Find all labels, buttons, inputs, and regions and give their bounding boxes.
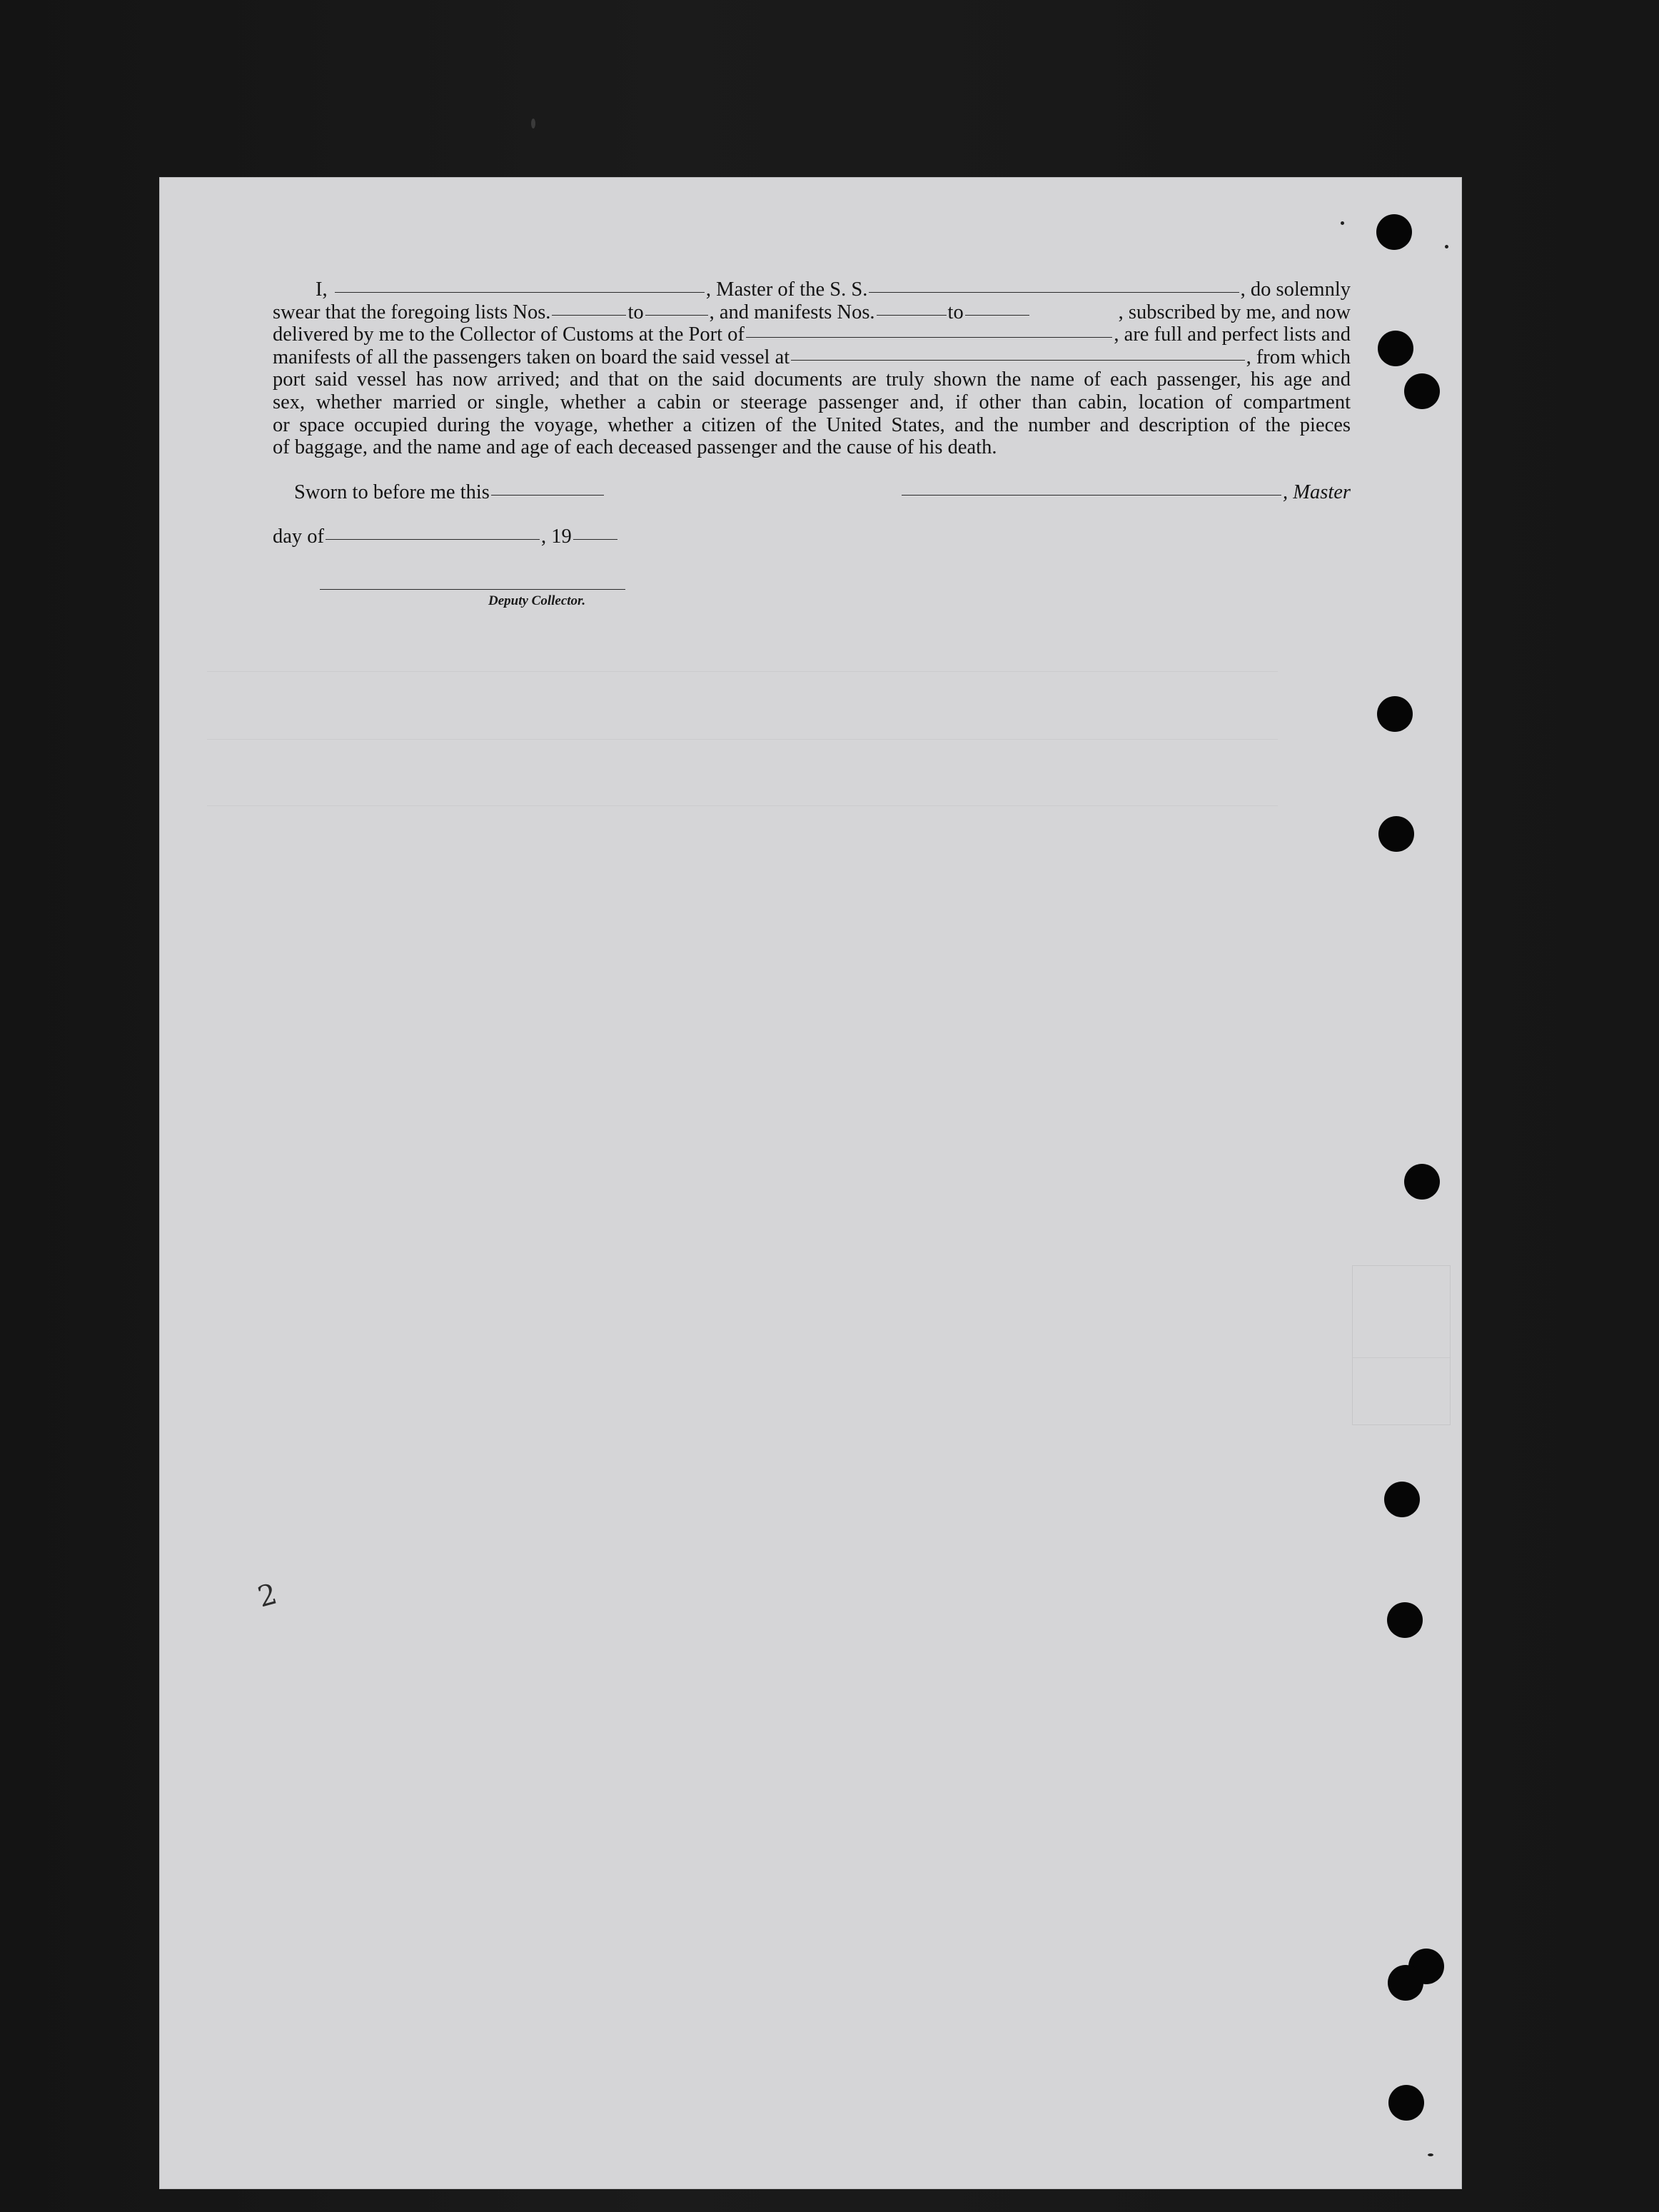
- deputy-collector-label: Deputy Collector.: [488, 593, 586, 608]
- day-month-field[interactable]: [326, 538, 540, 540]
- oath-line-7: or space occupied during the voyage, whether a citizen of the United States, and the number and description of the pieces: [273, 413, 1351, 436]
- oath-paragraph: [273, 278, 1351, 459]
- speck: [1445, 245, 1448, 248]
- punch-hole: [1378, 331, 1413, 366]
- speck: [1341, 221, 1344, 225]
- oath-line-6: sex, whether married or single, whether a cabin or steerage passenger and, if other than cabin, location of compartment: [273, 391, 1351, 413]
- deputy-signature-field[interactable]: [320, 589, 625, 590]
- oath-line-4: [273, 346, 1351, 369]
- oath-line-2-mid: , and manifests Nos.: [709, 301, 875, 323]
- sworn-date-field[interactable]: [491, 494, 604, 496]
- master-signature: [900, 481, 1351, 504]
- punch-hole: [1377, 696, 1413, 732]
- oath-line-5: port said vessel has now arrived; and that on the said documents are truly shown the name of each passenger, his age and: [273, 368, 1351, 391]
- punch-hole: [1384, 1482, 1420, 1517]
- speck: [1428, 2153, 1433, 2156]
- sworn-text: Sworn to before me this: [294, 481, 490, 503]
- punch-hole: [1388, 1965, 1423, 2001]
- oath-line-8: of baggage, and the name and age of each deceased passenger and the cause of his death.: [273, 436, 997, 459]
- oath-line-2-to1: to: [627, 301, 644, 323]
- vessel-name-field[interactable]: [869, 291, 1239, 293]
- oath-line-1: [273, 278, 1351, 301]
- master-name-field[interactable]: [335, 291, 705, 293]
- punch-hole: [1387, 1602, 1423, 1638]
- speck: [531, 119, 535, 129]
- punch-hole: [1378, 816, 1414, 852]
- port-field[interactable]: [746, 336, 1113, 338]
- oath-line-1-mid: , Master of the S. S.: [705, 278, 868, 301]
- punch-hole: [1404, 373, 1440, 409]
- year-field[interactable]: [573, 538, 617, 540]
- master-label: , Master: [1283, 481, 1351, 503]
- oath-line-3: [273, 323, 1351, 346]
- oath-line-4-pre: manifests of all the passengers taken on board the said vessel at: [273, 346, 790, 368]
- lists-from-field[interactable]: [552, 314, 626, 316]
- day-of-label: day of: [273, 526, 325, 548]
- year-label: , 19: [541, 526, 572, 548]
- faint-rule: [207, 739, 1278, 740]
- sworn-left: [294, 481, 605, 504]
- faint-rule: [207, 805, 1278, 806]
- oath-line-3-end: , are full and perfect lists and: [1114, 323, 1351, 346]
- oath-line-3-pre: delivered by me to the Collector of Customs at the Port of: [273, 323, 745, 346]
- punch-hole: [1388, 2085, 1424, 2121]
- punch-hole: [1376, 214, 1412, 250]
- handwritten-mark: 2: [254, 1577, 281, 1614]
- oath-line-2: [273, 301, 1351, 324]
- oath-line-2-end: , subscribed by me, and now: [1118, 301, 1351, 323]
- oath-line-1-end: , do solemnly: [1240, 278, 1351, 301]
- punch-hole: [1404, 1164, 1440, 1200]
- day-row: [273, 526, 619, 548]
- boarding-port-field[interactable]: [791, 359, 1244, 361]
- stamp-divider: [1353, 1357, 1450, 1358]
- manifests-from-field[interactable]: [877, 314, 947, 316]
- document-page: [159, 177, 1462, 2189]
- oath-line-2-to2: to: [947, 301, 964, 323]
- manifests-to-field[interactable]: [965, 314, 1029, 316]
- oath-line-4-end: , from which: [1246, 346, 1351, 368]
- oath-line-2-pre: swear that the foregoing lists Nos.: [273, 301, 551, 323]
- oath-line-1-pre: I,: [316, 278, 328, 301]
- faint-stamp: [1352, 1265, 1451, 1425]
- lists-to-field[interactable]: [645, 314, 708, 316]
- master-signature-field[interactable]: [902, 494, 1281, 496]
- faint-rule: [207, 671, 1278, 672]
